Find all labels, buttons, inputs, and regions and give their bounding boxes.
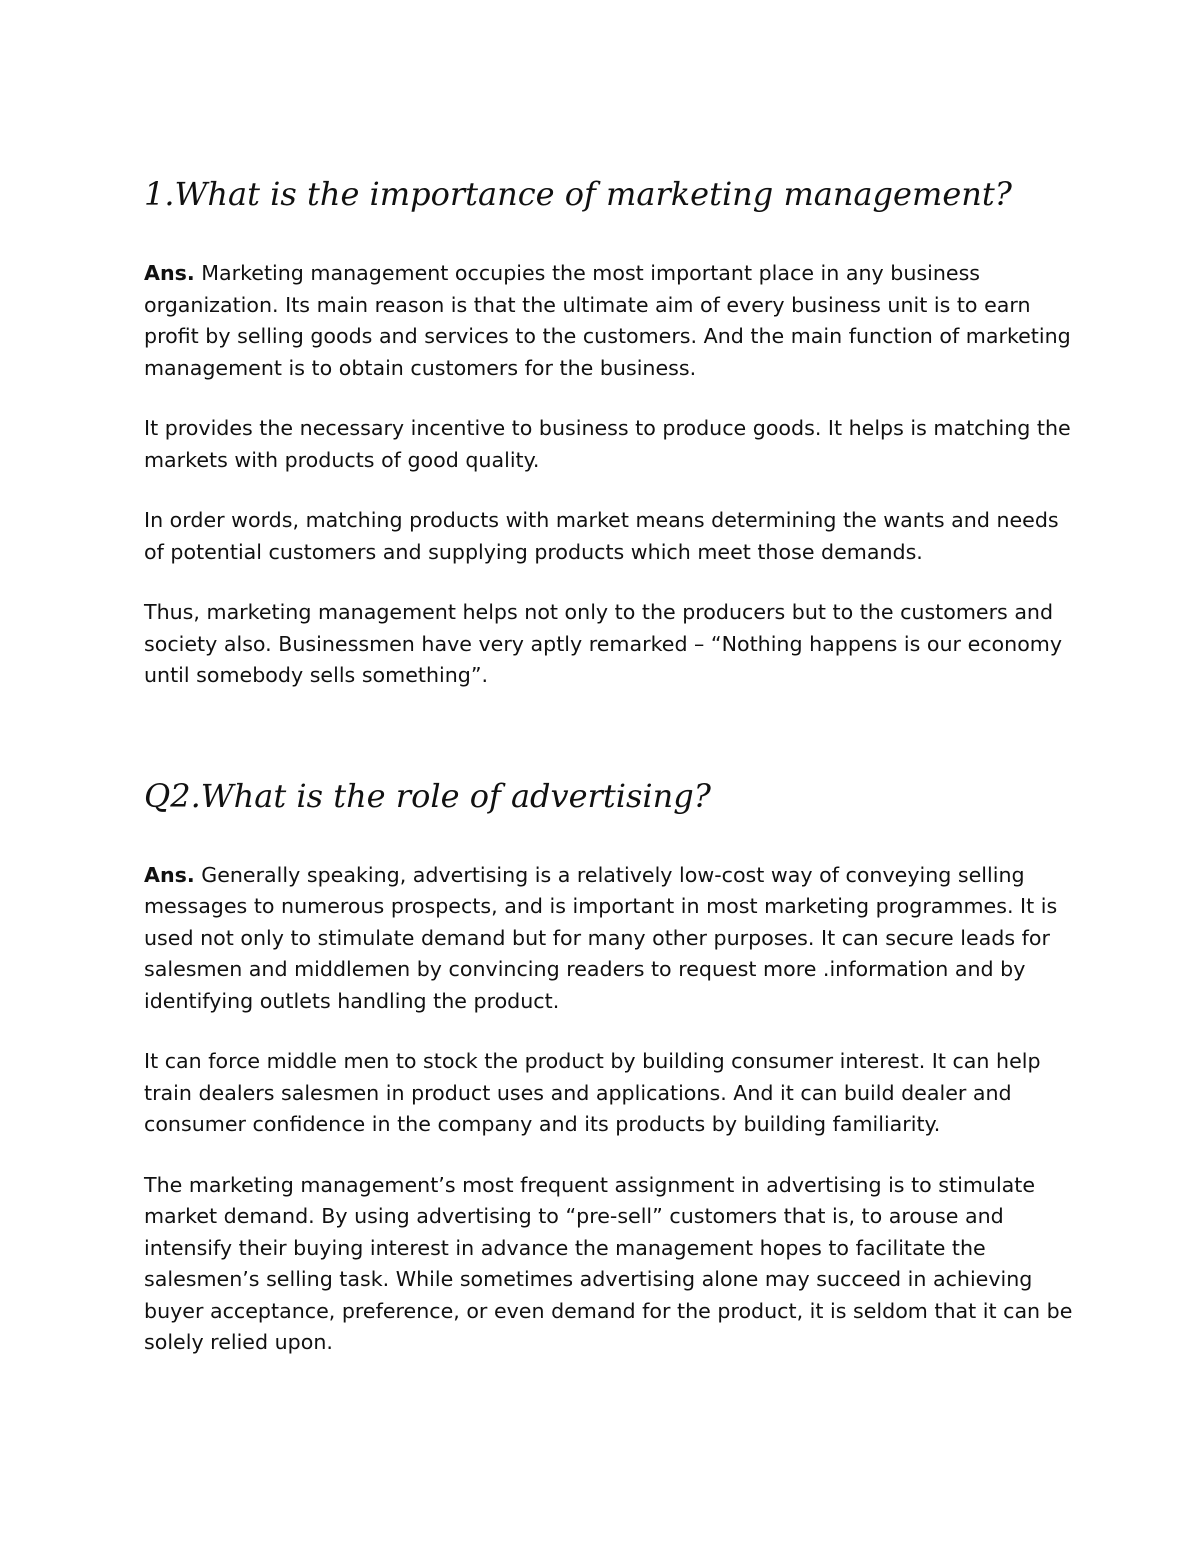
answer-text: Marketing management occupies the most important place in any business organization. Its main reason is that the ultimate aim of every business unit is to earn profit by selling goods and services to the customers. And the main function of marketing management is to obtain customers for the business. [144, 261, 1071, 380]
answer-text: Generally speaking, advertising is a relatively low-cost way of conveying selling messages to numerous prospects, and is important in most marketing programmes. It is used not only to stimulate demand but for many other purposes. It can secure leads for salesmen and middlemen by convincing readers to request more .information and by identifying outlets handling the product. [144, 862, 1058, 1013]
answer-label: Ans. [144, 261, 195, 285]
answer-paragraph [144, 860, 1074, 1018]
body-paragraph: It can force middle men to stock the product by building consumer interest. It can help train dealers salesmen in product uses and applications. And it can build dealer and consumer confidence in the company and its products by building familiarity. [144, 1049, 1041, 1136]
body-paragraph: In order words, matching products with market means determining the wants and needs of potential customers and supplying products which meet those demands. [144, 508, 1059, 564]
answer-paragraph [144, 258, 1074, 384]
document-content [144, 174, 1074, 1359]
body-paragraph: The marketing management’s most frequent assignment in advertising is to stimulate market demand. By using advertising to “pre-sell” customers that is, to arouse and intensify their buying interest in advance the management hopes to facilitate the salesmen’s selling task. While sometimes advertising alone may succeed in achieving buyer acceptance, preference, or even demand for the product, it is seldom that it can be solely relied upon. [144, 1172, 1073, 1354]
question-section-1 [144, 174, 1074, 692]
question-section-2 [144, 776, 1074, 1359]
question-heading-1: 1.What is the importance of marketing management? [144, 175, 1012, 213]
body-paragraph: It provides the necessary incentive to business to produce goods. It helps is matching the markets with products of good quality. [144, 416, 1071, 472]
question-heading-2: Q2.What is the role of advertising? [144, 776, 711, 815]
body-paragraph: Thus, marketing management helps not only to the producers but to the customers and society also. Businessmen have very aptly remarked – “Nothing happens is our economy until somebody sells something”. [144, 600, 1063, 687]
answer-label: Ans. [144, 862, 195, 887]
